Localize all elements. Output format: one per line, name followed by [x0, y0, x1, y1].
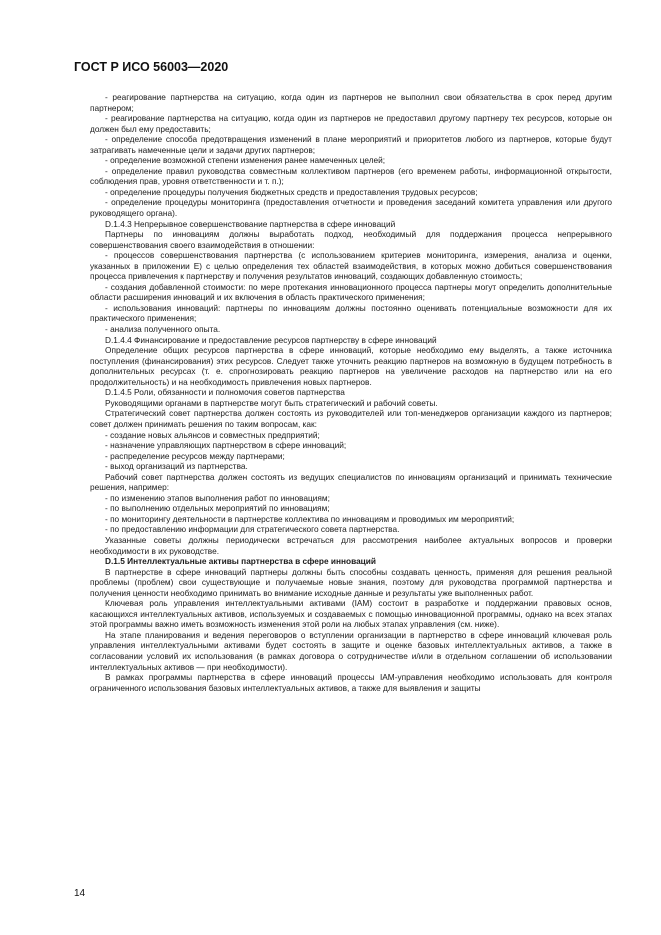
list-item: - определение процедуры получения бюджетных средств и предоставления трудовых ресурсов; — [105, 186, 478, 197]
list-item: - создания добавленной стоимости: по мере протекания инновационного процесса партнеры могут определить дополнительные области расширения инноваций и их включения в область практического применения; — [90, 281, 612, 303]
list-item: - реагирование партнерства на ситуацию, когда один из партнеров не выполнил свои обязательства в срок перед другим партнером; — [90, 92, 612, 113]
list-item: - использования инноваций: партнеры по инновациям должны постоянно оценивать потенциальные возможности для их практического применения; — [90, 302, 612, 324]
list-item: - определение способа предотвращения изменений в плане мероприятий и приоритетов любого из партнеров, которые будут затрагивать намеченные цели и задачи других партнеров; — [90, 134, 612, 155]
list-item: - анализа полученного опыта. — [105, 324, 221, 335]
list-item: - создание новых альянсов и совместных предприятий; — [105, 429, 320, 440]
section-heading: D.1.4.4 Финансирование и предоставление ресурсов партнерству в сфере инноваций — [105, 334, 437, 345]
paragraph: В рамках программы партнерства в сфере инноваций процессы IAM-управления необходимо использовать для контроля ограниченного использования базовых интеллектуальных активов, а также для выявления и защиты — [90, 672, 612, 693]
list-item: - определение правил руководства совместным коллективом партнеров (его временем работы, информационной открытости, соблюдения прав, уровня ответственности и т. п.); — [90, 165, 612, 187]
section-heading: D.1.4.3 Непрерывное совершенствование партнерства в сфере инноваций — [105, 218, 396, 229]
list-item: - реагирование партнерства на ситуацию, когда один из партнеров не предоставил другому партнеру тех ресурсов, которые он должен был ему предоставить; — [90, 113, 612, 134]
list-item: - распределение ресурсов между партнерами; — [105, 450, 285, 461]
section-heading: D.1.4.5 Роли, обязанности и полномочия советов партнерства — [105, 387, 345, 398]
list-item: - по мониторингу деятельности в партнерстве коллектива по инновациям и проводимых им мероприятий; — [105, 513, 515, 524]
paragraph: Ключевая роль управления интеллектуальными активами (IAM) состоит в разработке и поддержании правовых основ, касающихся интеллектуальных активов, используемых и создаваемых с помощью инновационной программы, однако на всех этапах этой программы важно иметь возможность изменения этой роли на любых этапах управления (см. ниже). — [90, 598, 612, 630]
paragraph: Рабочий совет партнерства должен состоять из ведущих специалистов по инновациям организаций и принимать технические решения, например: — [90, 471, 612, 493]
paragraph: Стратегический совет партнерства должен состоять из руководителей или топ-менеджеров организации каждого из партнеров; совет должен принимать решения по таким вопросам, как: — [90, 408, 612, 429]
page-number: 14 — [74, 888, 86, 899]
list-item: - определение процедуры мониторинга (предоставления отчетности и проведения заседаний комитета управления или другого руководящего органа). — [90, 197, 612, 219]
paragraph: На этапе планирования и ведения переговоров о вступлении организации в партнерство в сфере инноваций ключевая роль управления интеллектуальными активами будет состоять в защите и оценке базовых интеллектуальных активов, а также в согласовании условий их использования (в рамках договора о сотрудничестве и/или в отдельном соглашении об использовании интеллектуальных активов — при необходимости). — [90, 629, 612, 672]
list-item: - по предоставлению информации для стратегического совета партнерства. — [105, 524, 400, 535]
standard-header: ГОСТ Р ИСО 56003—2020 — [74, 60, 229, 74]
paragraph: Партнеры по инновациям должны выработать подход, необходимый для поддержания процесса непрерывного совершенствования своего взаимодействия в отношении: — [90, 229, 612, 250]
paragraph: Определение общих ресурсов партнерства в сфере инноваций, которые необходимо ему выделять, а также источника поступления (финансирования) этих ресурсов. Следует также уточнить реакцию партнеров на возможную в будущем потребность в дополнительных ресурсах (т. е. спрогнозировать реакцию партнеров на увеличение расходов на партнерство или на его продолжительность) и на необходимость привлечения новых партнеров. — [90, 345, 612, 387]
list-item: - по выполнению отдельных мероприятий по инновациям; — [105, 503, 330, 514]
list-item: - выход организаций из партнерства. — [105, 461, 248, 472]
paragraph: В партнерстве в сфере инноваций партнеры должны быть способны создавать ценность, применяя для решения реальной проблемы (проблем) свои существующие и получаемые новые знания, поэтому для руководства программой партнерства и получения ценности необходимо принимать во внимание исходные данные и результаты уже выполненных работ. — [90, 566, 612, 598]
body-text — [90, 92, 612, 693]
list-item: - назначение управляющих партнерством в сфере инноваций; — [105, 440, 347, 451]
list-item: - определение возможной степени изменения ранее намеченных целей; — [105, 155, 386, 166]
section-heading-bold: D.1.5 Интеллектуальные активы партнерства в сфере инноваций — [105, 556, 376, 567]
paragraph: Указанные советы должны периодически встречаться для рассмотрения наиболее актуальных вопросов и проверки необходимости в их руководстве. — [90, 534, 612, 556]
paragraph: Руководящими органами в партнерстве могут быть стратегический и рабочий советы. — [105, 397, 438, 408]
list-item: - по изменению этапов выполнения работ по инновациям; — [105, 492, 330, 503]
list-item: - процессов совершенствования партнерства (с использованием критериев мониторинга, измерения, анализа и оценки, указанных в приложении Е) с целью определения тех областей взаимодействия, в которых можно добиться совершенствования процесса привлечения к партнерству и получения результатов инноваций, создающих добавленную стоимость; — [90, 250, 612, 282]
